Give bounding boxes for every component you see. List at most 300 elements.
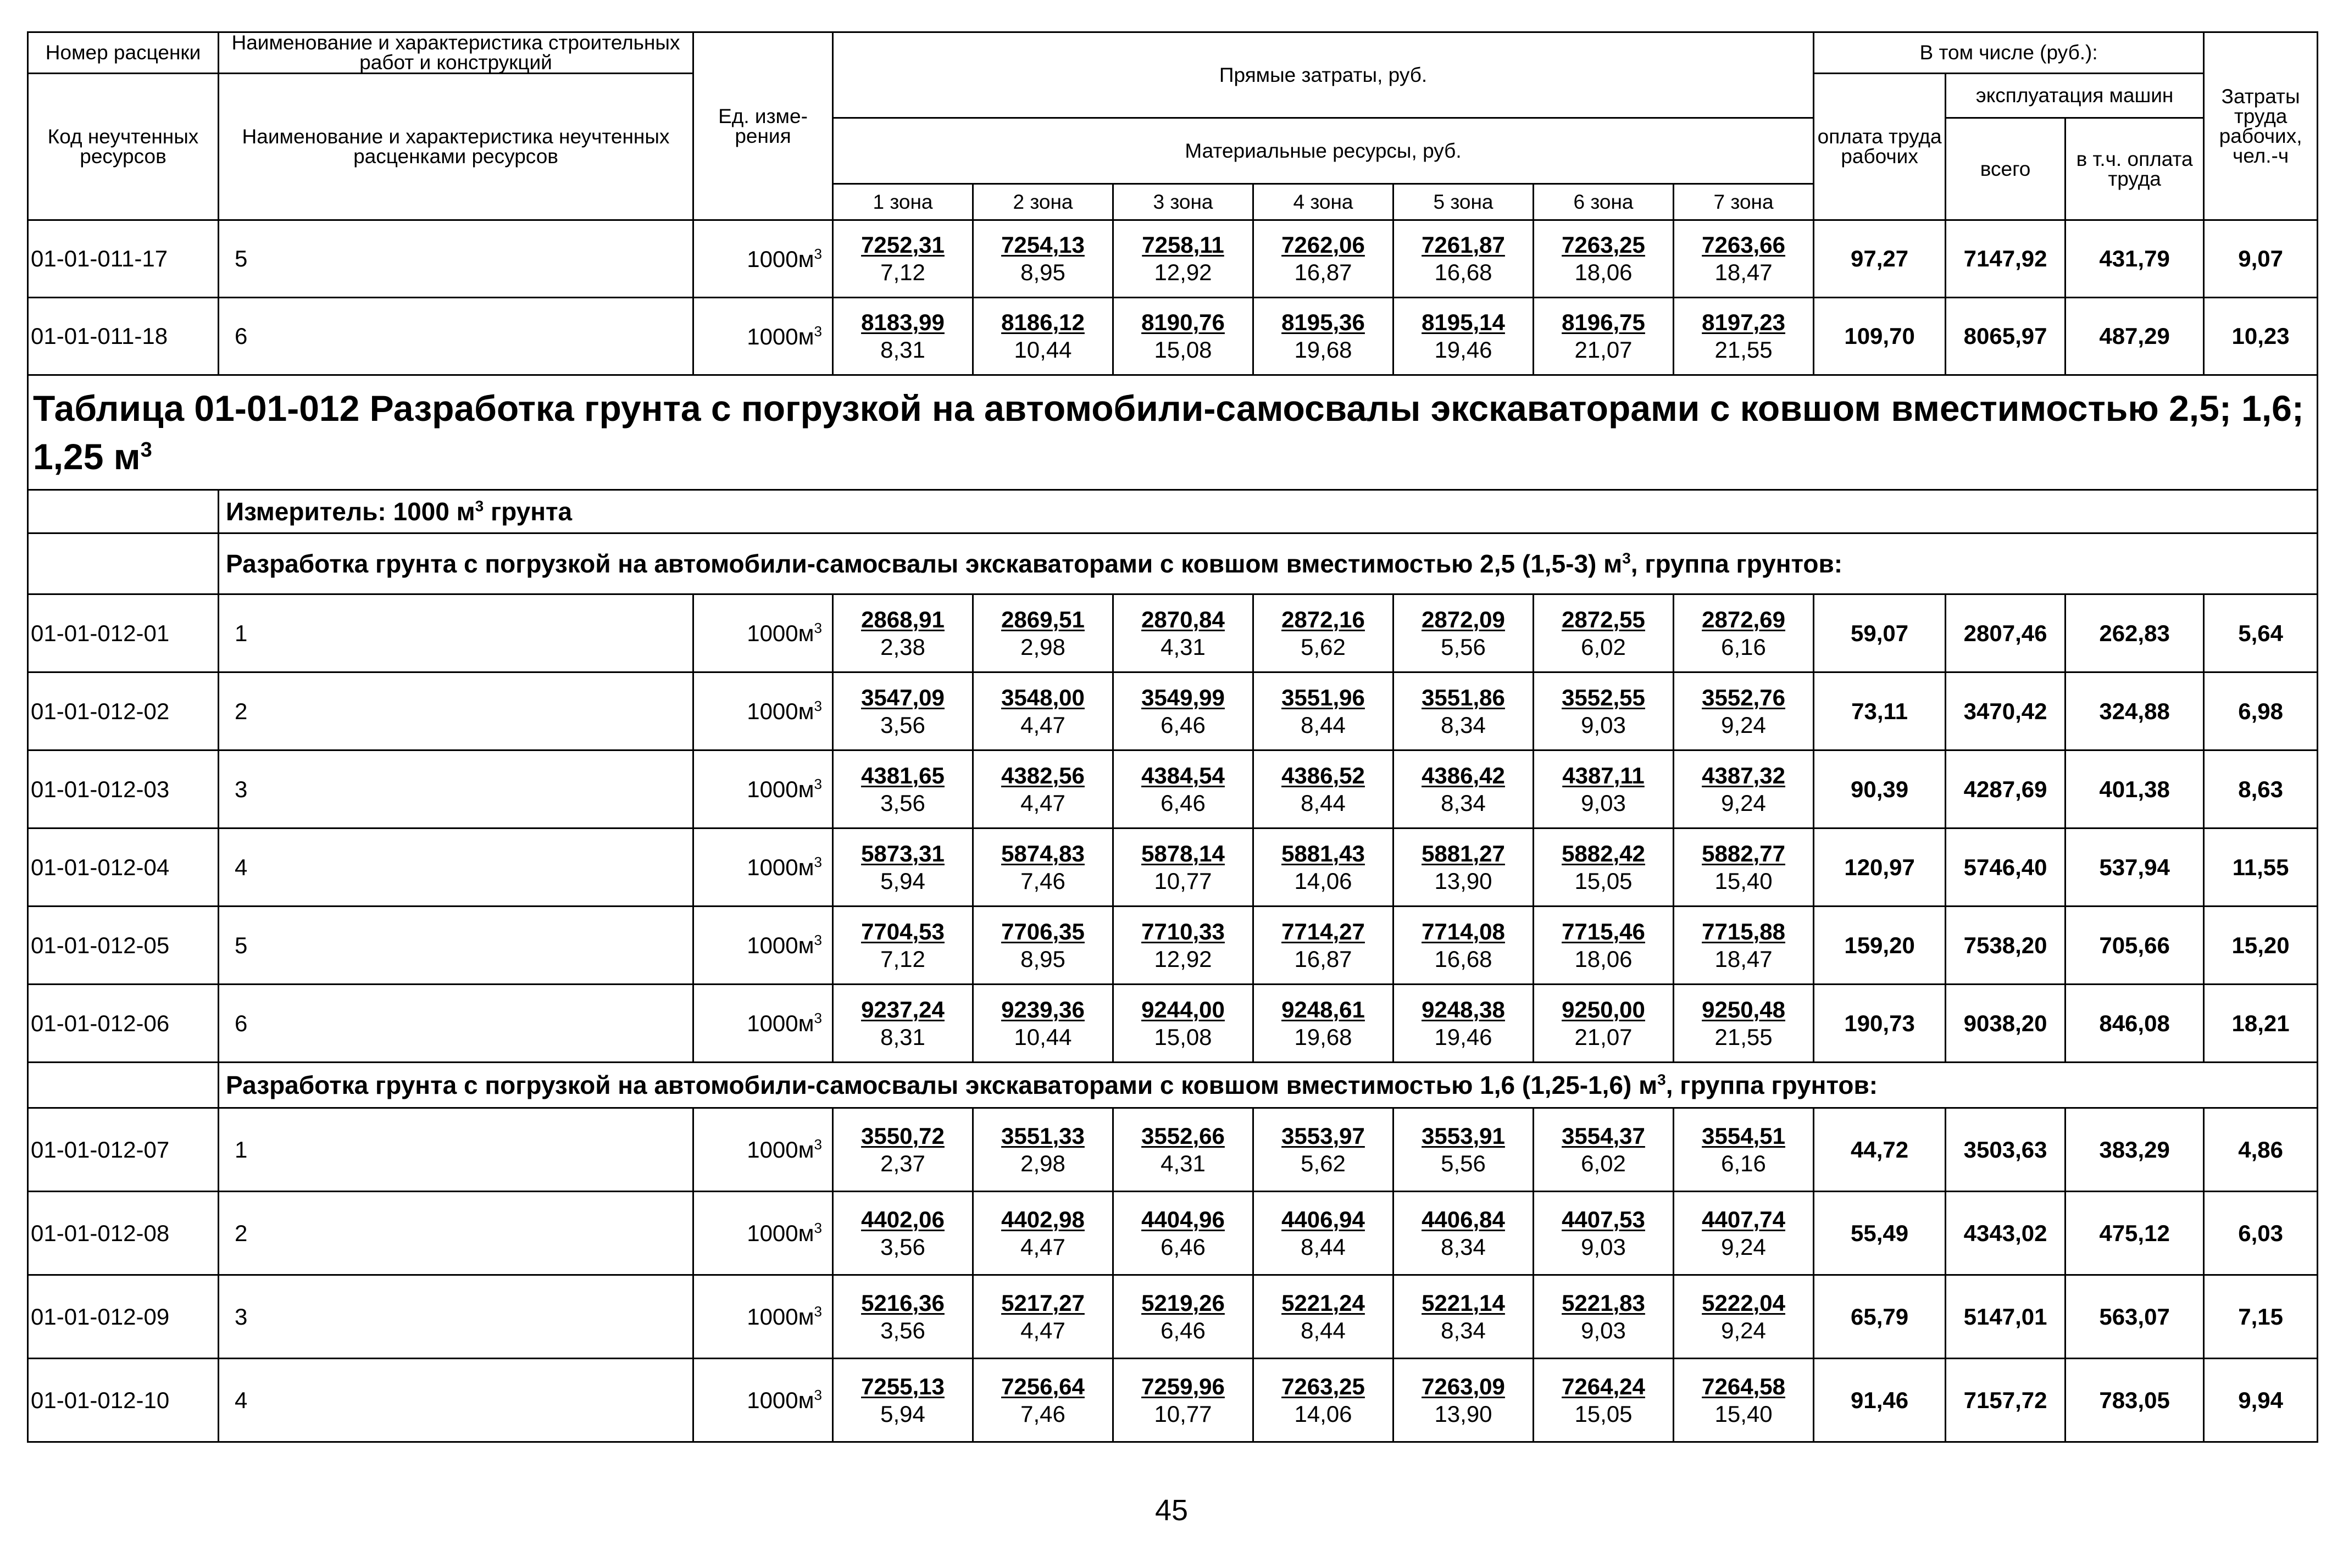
zone-value xyxy=(1534,220,1674,298)
zone-value xyxy=(973,220,1113,298)
zone-direct-cost: 7264,58 xyxy=(1702,1373,1785,1399)
labor-pay-value: 159,20 xyxy=(1814,907,1946,985)
unit-text: 1000м xyxy=(747,1137,814,1163)
unit-sup: 3 xyxy=(814,323,822,340)
zone-value xyxy=(833,985,973,1063)
machine-total-value: 4343,02 xyxy=(1946,1192,2066,1275)
zone-value xyxy=(1534,594,1674,672)
zone-direct-cost: 9244,00 xyxy=(1141,996,1225,1022)
zone-direct-cost: 7715,88 xyxy=(1702,918,1785,944)
zone-value xyxy=(1113,829,1253,907)
rate-name: 4 xyxy=(219,1359,693,1442)
table-row xyxy=(28,672,2318,750)
zone-direct-cost: 5216,36 xyxy=(861,1289,945,1316)
zone-direct-cost: 4387,32 xyxy=(1702,762,1785,788)
zone-direct-cost: 5882,77 xyxy=(1702,840,1785,866)
measure-text: Измеритель: 1000 м xyxy=(226,497,475,526)
zone-direct-cost: 5873,31 xyxy=(861,840,945,866)
rate-name: 3 xyxy=(219,750,693,829)
zone-header: 1 зона xyxy=(833,184,973,220)
zone-value xyxy=(1253,1359,1393,1442)
unit-sup: 3 xyxy=(814,1387,822,1403)
zone-direct-cost: 7258,11 xyxy=(1142,232,1224,258)
labor-cost-value: 9,07 xyxy=(2204,220,2318,298)
table-title xyxy=(28,375,2318,490)
labor-cost-value: 6,98 xyxy=(2204,672,2318,750)
zone-material-cost: 6,16 xyxy=(1721,1150,1766,1176)
zone-material-cost: 9,03 xyxy=(1581,789,1626,816)
zone-value xyxy=(1113,985,1253,1063)
zone-direct-cost: 3550,72 xyxy=(861,1122,945,1149)
zone-material-cost: 14,06 xyxy=(1294,1400,1352,1427)
zone-value xyxy=(1674,220,1814,298)
zone-material-cost: 5,94 xyxy=(880,868,925,894)
zone-value xyxy=(973,672,1113,750)
zone-direct-cost: 7255,13 xyxy=(861,1373,945,1399)
zone-value xyxy=(833,1108,973,1192)
zone-material-cost: 7,46 xyxy=(1020,1400,1065,1427)
zone-direct-cost: 5882,42 xyxy=(1562,840,1645,866)
machine-pay-value: 475,12 xyxy=(2066,1192,2204,1275)
unit-sup: 3 xyxy=(814,932,822,948)
table-title-row xyxy=(28,375,2318,490)
labor-cost-value: 5,64 xyxy=(2204,594,2318,672)
zone-direct-cost: 4381,65 xyxy=(861,762,945,788)
zone-direct-cost: 3552,76 xyxy=(1702,684,1785,710)
zone-value xyxy=(1393,985,1534,1063)
zone-direct-cost: 2872,09 xyxy=(1422,606,1505,632)
zone-direct-cost: 7715,46 xyxy=(1562,918,1645,944)
zone-direct-cost: 4404,96 xyxy=(1141,1206,1225,1232)
zone-value xyxy=(1534,672,1674,750)
zone-value xyxy=(1393,829,1534,907)
zone-direct-cost: 7263,09 xyxy=(1422,1373,1505,1399)
zone-value xyxy=(833,220,973,298)
rate-name: 5 xyxy=(219,907,693,985)
empty-cell xyxy=(28,533,219,594)
zone-direct-cost: 4407,53 xyxy=(1562,1206,1645,1232)
machine-total-value: 2807,46 xyxy=(1946,594,2066,672)
unit-text: 1000м xyxy=(747,1304,814,1330)
zone-value xyxy=(1674,1108,1814,1192)
zone-value xyxy=(1393,907,1534,985)
table-row xyxy=(28,1192,2318,1275)
rate-code: 01-01-012-06 xyxy=(28,985,219,1063)
header-labor-cost: Затраты труда рабочих, чел.-ч xyxy=(2204,32,2318,220)
unit-text: 1000м xyxy=(747,246,814,272)
zone-material-cost: 6,02 xyxy=(1581,1150,1626,1176)
zone-material-cost: 8,44 xyxy=(1301,711,1346,738)
zone-direct-cost: 8195,14 xyxy=(1422,309,1505,335)
zone-value xyxy=(973,298,1113,375)
zone-direct-cost: 5878,14 xyxy=(1141,840,1225,866)
zone-material-cost: 8,95 xyxy=(1020,259,1065,285)
group1-heading-text: Разработка грунта с погрузкой на автомобили-самосвалы экскаваторами с ковшом вместимостью 2,5 (1,5-3) м xyxy=(226,549,1623,578)
unit-sup: 3 xyxy=(814,1136,822,1153)
zone-direct-cost: 2868,91 xyxy=(861,606,945,632)
zone-value xyxy=(1674,1275,1814,1359)
rate-name: 4 xyxy=(219,829,693,907)
header-resource-code: Код неучтенных ресурсов xyxy=(28,74,219,220)
rate-name: 2 xyxy=(219,1192,693,1275)
zone-material-cost: 8,44 xyxy=(1301,1233,1346,1260)
zone-value xyxy=(1113,1359,1253,1442)
rate-unit xyxy=(693,594,833,672)
zone-direct-cost: 7704,53 xyxy=(861,918,945,944)
group2-heading-text: Разработка грунта с погрузкой на автомобили-самосвалы экскаваторами с ковшом вместимостью 1,6 (1,25-1,6) м xyxy=(226,1071,1658,1099)
zone-value xyxy=(833,594,973,672)
table-title-text: Таблица 01-01-012 Разработка грунта с погрузкой на автомобили-самосвалы экскаваторами с ковшом вместимостью 2,5; 1,6; 1,25 м xyxy=(33,388,2304,477)
unit-text: 1000м xyxy=(747,698,814,724)
zone-header: 2 зона xyxy=(973,184,1113,220)
group2-heading-sup: 3 xyxy=(1657,1071,1666,1088)
group1-heading-sup: 3 xyxy=(1622,549,1631,567)
zone-direct-cost: 9237,24 xyxy=(861,996,945,1022)
rate-code: 01-01-012-01 xyxy=(28,594,219,672)
zone-material-cost: 13,90 xyxy=(1434,1400,1492,1427)
rate-name: 3 xyxy=(219,1275,693,1359)
zone-value xyxy=(1674,985,1814,1063)
group1-heading-row xyxy=(28,533,2318,594)
machine-pay-value: 262,83 xyxy=(2066,594,2204,672)
zone-value xyxy=(1674,1359,1814,1442)
zone-material-cost: 2,98 xyxy=(1020,1150,1065,1176)
unit-sup: 3 xyxy=(814,1303,822,1320)
machine-pay-value: 846,08 xyxy=(2066,985,2204,1063)
zone-value xyxy=(833,298,973,375)
header-rate-number: Номер расценки xyxy=(28,32,219,74)
page-number: 45 xyxy=(1154,1494,1189,1527)
machine-total-value: 7538,20 xyxy=(1946,907,2066,985)
labor-cost-value: 6,03 xyxy=(2204,1192,2318,1275)
zone-material-cost: 9,24 xyxy=(1721,789,1766,816)
zone-value xyxy=(833,1275,973,1359)
rate-code: 01-01-012-10 xyxy=(28,1359,219,1442)
zone-value xyxy=(1253,750,1393,829)
unit-text: 1000м xyxy=(747,932,814,958)
zone-material-cost: 18,06 xyxy=(1574,259,1633,285)
zone-material-cost: 9,24 xyxy=(1721,711,1766,738)
labor-cost-value: 11,55 xyxy=(2204,829,2318,907)
unit-text: 1000м xyxy=(747,323,814,349)
zone-material-cost: 9,03 xyxy=(1581,711,1626,738)
zone-material-cost: 9,24 xyxy=(1721,1317,1766,1343)
rate-unit xyxy=(693,1359,833,1442)
machine-pay-value: 563,07 xyxy=(2066,1275,2204,1359)
zone-material-cost: 5,62 xyxy=(1301,1150,1346,1176)
zone-material-cost: 4,47 xyxy=(1020,1233,1065,1260)
zone-material-cost: 5,62 xyxy=(1301,633,1346,660)
zone-value xyxy=(1534,750,1674,829)
table-row xyxy=(28,750,2318,829)
zone-direct-cost: 7259,96 xyxy=(1141,1373,1225,1399)
rate-unit xyxy=(693,907,833,985)
zone-material-cost: 6,46 xyxy=(1161,789,1206,816)
zone-direct-cost: 3547,09 xyxy=(861,684,945,710)
zone-material-cost: 8,34 xyxy=(1441,789,1486,816)
header-name: Наименование и характеристика строительных работ и конструкций xyxy=(219,32,693,74)
zone-material-cost: 8,34 xyxy=(1441,711,1486,738)
zone-material-cost: 2,98 xyxy=(1020,633,1065,660)
zone-value xyxy=(973,1275,1113,1359)
zone-value xyxy=(1674,672,1814,750)
zone-value xyxy=(1253,594,1393,672)
zone-value xyxy=(1534,1192,1674,1275)
rate-code: 01-01-012-04 xyxy=(28,829,219,907)
zone-material-cost: 3,56 xyxy=(880,711,925,738)
zone-material-cost: 4,31 xyxy=(1161,1150,1206,1176)
machine-pay-value: 383,29 xyxy=(2066,1108,2204,1192)
zone-material-cost: 6,46 xyxy=(1161,1233,1206,1260)
machine-total-value: 3503,63 xyxy=(1946,1108,2066,1192)
unit-text: 1000м xyxy=(747,854,814,880)
unit-text: 1000м xyxy=(747,620,814,646)
zone-material-cost: 19,68 xyxy=(1294,337,1352,363)
header-material: Материальные ресурсы, руб. xyxy=(833,118,1814,184)
zone-material-cost: 8,95 xyxy=(1020,946,1065,972)
rate-unit xyxy=(693,750,833,829)
rates-table xyxy=(27,31,2318,1443)
rate-code: 01-01-012-05 xyxy=(28,907,219,985)
unit-sup: 3 xyxy=(814,854,822,870)
zone-material-cost: 8,44 xyxy=(1301,1317,1346,1343)
zone-direct-cost: 3553,91 xyxy=(1422,1122,1505,1149)
zone-direct-cost: 5219,26 xyxy=(1141,1289,1225,1316)
zone-header: 4 зона xyxy=(1253,184,1393,220)
zone-material-cost: 12,92 xyxy=(1154,946,1212,972)
zone-direct-cost: 2872,69 xyxy=(1702,606,1785,632)
zone-material-cost: 18,47 xyxy=(1714,946,1773,972)
zone-direct-cost: 2872,55 xyxy=(1562,606,1645,632)
rate-unit xyxy=(693,829,833,907)
table-row xyxy=(28,1108,2318,1192)
labor-cost-value: 4,86 xyxy=(2204,1108,2318,1192)
zone-material-cost: 16,68 xyxy=(1434,946,1492,972)
zone-value xyxy=(1113,1275,1253,1359)
zone-material-cost: 6,46 xyxy=(1161,1317,1206,1343)
zone-value xyxy=(1253,298,1393,375)
zone-value xyxy=(1393,1108,1534,1192)
labor-pay-value: 120,97 xyxy=(1814,829,1946,907)
rate-code: 01-01-011-17 xyxy=(28,220,219,298)
zone-value xyxy=(973,594,1113,672)
zone-material-cost: 8,34 xyxy=(1441,1317,1486,1343)
zone-value xyxy=(1113,594,1253,672)
rate-code: 01-01-011-18 xyxy=(28,298,219,375)
zone-value xyxy=(1253,985,1393,1063)
machine-total-value: 9038,20 xyxy=(1946,985,2066,1063)
rate-code: 01-01-012-02 xyxy=(28,672,219,750)
zone-material-cost: 8,44 xyxy=(1301,789,1346,816)
zone-direct-cost: 5221,83 xyxy=(1562,1289,1645,1316)
unit-sup: 3 xyxy=(814,776,822,792)
zone-material-cost: 15,08 xyxy=(1154,337,1212,363)
rate-code: 01-01-012-03 xyxy=(28,750,219,829)
zone-material-cost: 8,31 xyxy=(880,337,925,363)
table-row xyxy=(28,1275,2318,1359)
zone-direct-cost: 5222,04 xyxy=(1702,1289,1785,1316)
zone-material-cost: 6,02 xyxy=(1581,633,1626,660)
zone-direct-cost: 8186,12 xyxy=(1001,309,1085,335)
zone-header: 5 зона xyxy=(1393,184,1534,220)
labor-pay-value: 73,11 xyxy=(1814,672,1946,750)
zone-material-cost: 19,46 xyxy=(1434,1024,1492,1050)
measure-row xyxy=(28,490,2318,533)
unit-text: 1000м xyxy=(747,1387,814,1413)
zone-direct-cost: 4386,42 xyxy=(1422,762,1505,788)
zone-direct-cost: 5881,27 xyxy=(1422,840,1505,866)
zone-direct-cost: 7254,13 xyxy=(1001,232,1085,258)
zone-value xyxy=(833,829,973,907)
zone-direct-cost: 7706,35 xyxy=(1001,918,1085,944)
header-resource-name: Наименование и характеристика неучтенных расценками ресурсов xyxy=(219,74,693,220)
zone-value xyxy=(1253,672,1393,750)
zone-material-cost: 6,46 xyxy=(1161,711,1206,738)
zone-value xyxy=(973,1359,1113,1442)
zone-direct-cost: 8195,36 xyxy=(1281,309,1365,335)
zone-material-cost: 7,46 xyxy=(1020,868,1065,894)
rate-unit xyxy=(693,1192,833,1275)
zone-direct-cost: 5881,43 xyxy=(1281,840,1365,866)
zone-material-cost: 10,44 xyxy=(1014,1024,1072,1050)
rate-name: 1 xyxy=(219,594,693,672)
labor-cost-value: 10,23 xyxy=(2204,298,2318,375)
zone-value xyxy=(1393,1192,1534,1275)
zone-header: 6 зона xyxy=(1534,184,1674,220)
group1-heading xyxy=(219,533,2318,594)
zone-direct-cost: 3552,55 xyxy=(1562,684,1645,710)
table-title-sup: 3 xyxy=(140,438,152,461)
table-row xyxy=(28,220,2318,298)
zone-value xyxy=(973,829,1113,907)
labor-pay-value: 91,46 xyxy=(1814,1359,1946,1442)
zone-material-cost: 9,03 xyxy=(1581,1317,1626,1343)
zone-direct-cost: 4402,98 xyxy=(1001,1206,1085,1232)
zone-value xyxy=(1393,298,1534,375)
zone-value xyxy=(1113,750,1253,829)
zone-direct-cost: 4386,52 xyxy=(1281,762,1365,788)
zone-material-cost: 2,37 xyxy=(880,1150,925,1176)
zone-direct-cost: 5217,27 xyxy=(1001,1289,1085,1316)
zone-material-cost: 4,31 xyxy=(1161,633,1206,660)
unit-text: 1000м xyxy=(747,1220,814,1246)
zone-material-cost: 3,56 xyxy=(880,1317,925,1343)
labor-pay-value: 90,39 xyxy=(1814,750,1946,829)
zone-value xyxy=(1253,907,1393,985)
table-row xyxy=(28,1359,2318,1442)
zone-direct-cost: 3551,33 xyxy=(1001,1122,1085,1149)
header-incl-pay: в т.ч. оплата труда xyxy=(2066,118,2204,220)
zone-direct-cost: 7263,66 xyxy=(1702,232,1785,258)
header-labor-pay: оплата труда рабочих xyxy=(1814,74,1946,220)
zone-material-cost: 9,03 xyxy=(1581,1233,1626,1260)
zone-value xyxy=(1674,298,1814,375)
machine-total-value: 5746,40 xyxy=(1946,829,2066,907)
zone-value xyxy=(833,672,973,750)
zone-header: 7 зона xyxy=(1674,184,1814,220)
zone-material-cost: 5,56 xyxy=(1441,1150,1486,1176)
labor-pay-value: 59,07 xyxy=(1814,594,1946,672)
measure xyxy=(219,490,2318,533)
zone-value xyxy=(1674,750,1814,829)
machine-pay-value: 537,94 xyxy=(2066,829,2204,907)
zone-value xyxy=(1113,298,1253,375)
zone-value xyxy=(1534,907,1674,985)
zone-material-cost: 8,31 xyxy=(880,1024,925,1050)
zone-material-cost: 19,46 xyxy=(1434,337,1492,363)
header-machine-op: эксплуатация машин xyxy=(1946,74,2204,118)
unit-text: 1000м xyxy=(747,776,814,802)
zone-direct-cost: 7262,06 xyxy=(1281,232,1365,258)
zone-material-cost: 21,07 xyxy=(1574,337,1633,363)
zone-material-cost: 21,07 xyxy=(1574,1024,1633,1050)
machine-total-value: 5147,01 xyxy=(1946,1275,2066,1359)
zone-direct-cost: 9248,38 xyxy=(1422,996,1505,1022)
zone-direct-cost: 9239,36 xyxy=(1001,996,1085,1022)
zone-direct-cost: 4406,84 xyxy=(1422,1206,1505,1232)
table-row xyxy=(28,907,2318,985)
zone-material-cost: 3,56 xyxy=(880,1233,925,1260)
group2-heading-tail: , группа грунтов: xyxy=(1665,1071,1878,1099)
zone-direct-cost: 7264,24 xyxy=(1562,1373,1645,1399)
zone-direct-cost: 7714,27 xyxy=(1281,918,1365,944)
rate-unit xyxy=(693,1275,833,1359)
zone-direct-cost: 7263,25 xyxy=(1562,232,1645,258)
rate-name: 2 xyxy=(219,672,693,750)
zone-value xyxy=(1253,829,1393,907)
machine-pay-value: 487,29 xyxy=(2066,298,2204,375)
machine-pay-value: 705,66 xyxy=(2066,907,2204,985)
zone-value xyxy=(1113,220,1253,298)
zone-value xyxy=(1393,1275,1534,1359)
zone-material-cost: 10,44 xyxy=(1014,337,1072,363)
measure-sup: 3 xyxy=(475,497,484,515)
zone-direct-cost: 7252,31 xyxy=(861,232,945,258)
zone-direct-cost: 9250,48 xyxy=(1702,996,1785,1022)
zone-direct-cost: 8190,76 xyxy=(1141,309,1225,335)
zone-material-cost: 18,06 xyxy=(1574,946,1633,972)
machine-total-value: 3470,42 xyxy=(1946,672,2066,750)
machine-total-value: 8065,97 xyxy=(1946,298,2066,375)
zone-material-cost: 10,77 xyxy=(1154,868,1212,894)
rate-code: 01-01-012-08 xyxy=(28,1192,219,1275)
unit-text: 1000м xyxy=(747,1010,814,1036)
zone-material-cost: 3,56 xyxy=(880,789,925,816)
zone-value xyxy=(1113,672,1253,750)
zone-direct-cost: 8183,99 xyxy=(861,309,945,335)
rate-name: 5 xyxy=(219,220,693,298)
labor-cost-value: 7,15 xyxy=(2204,1275,2318,1359)
zone-value xyxy=(1253,1275,1393,1359)
zone-material-cost: 16,87 xyxy=(1294,946,1352,972)
zone-material-cost: 15,40 xyxy=(1714,1400,1773,1427)
zone-material-cost: 14,06 xyxy=(1294,868,1352,894)
zone-value xyxy=(1674,1192,1814,1275)
zone-value xyxy=(1393,220,1534,298)
zone-value xyxy=(1393,594,1534,672)
group1-heading-tail: , группа грунтов: xyxy=(1630,549,1843,578)
zone-material-cost: 16,68 xyxy=(1434,259,1492,285)
labor-pay-value: 109,70 xyxy=(1814,298,1946,375)
rate-name: 6 xyxy=(219,298,693,375)
empty-cell xyxy=(28,490,219,533)
zone-value xyxy=(1674,829,1814,907)
header-direct-costs: Прямые затраты, руб. xyxy=(833,32,1814,118)
zone-value xyxy=(1534,1275,1674,1359)
zone-material-cost: 4,47 xyxy=(1020,711,1065,738)
machine-total-value: 7157,72 xyxy=(1946,1359,2066,1442)
zone-direct-cost: 2870,84 xyxy=(1141,606,1225,632)
